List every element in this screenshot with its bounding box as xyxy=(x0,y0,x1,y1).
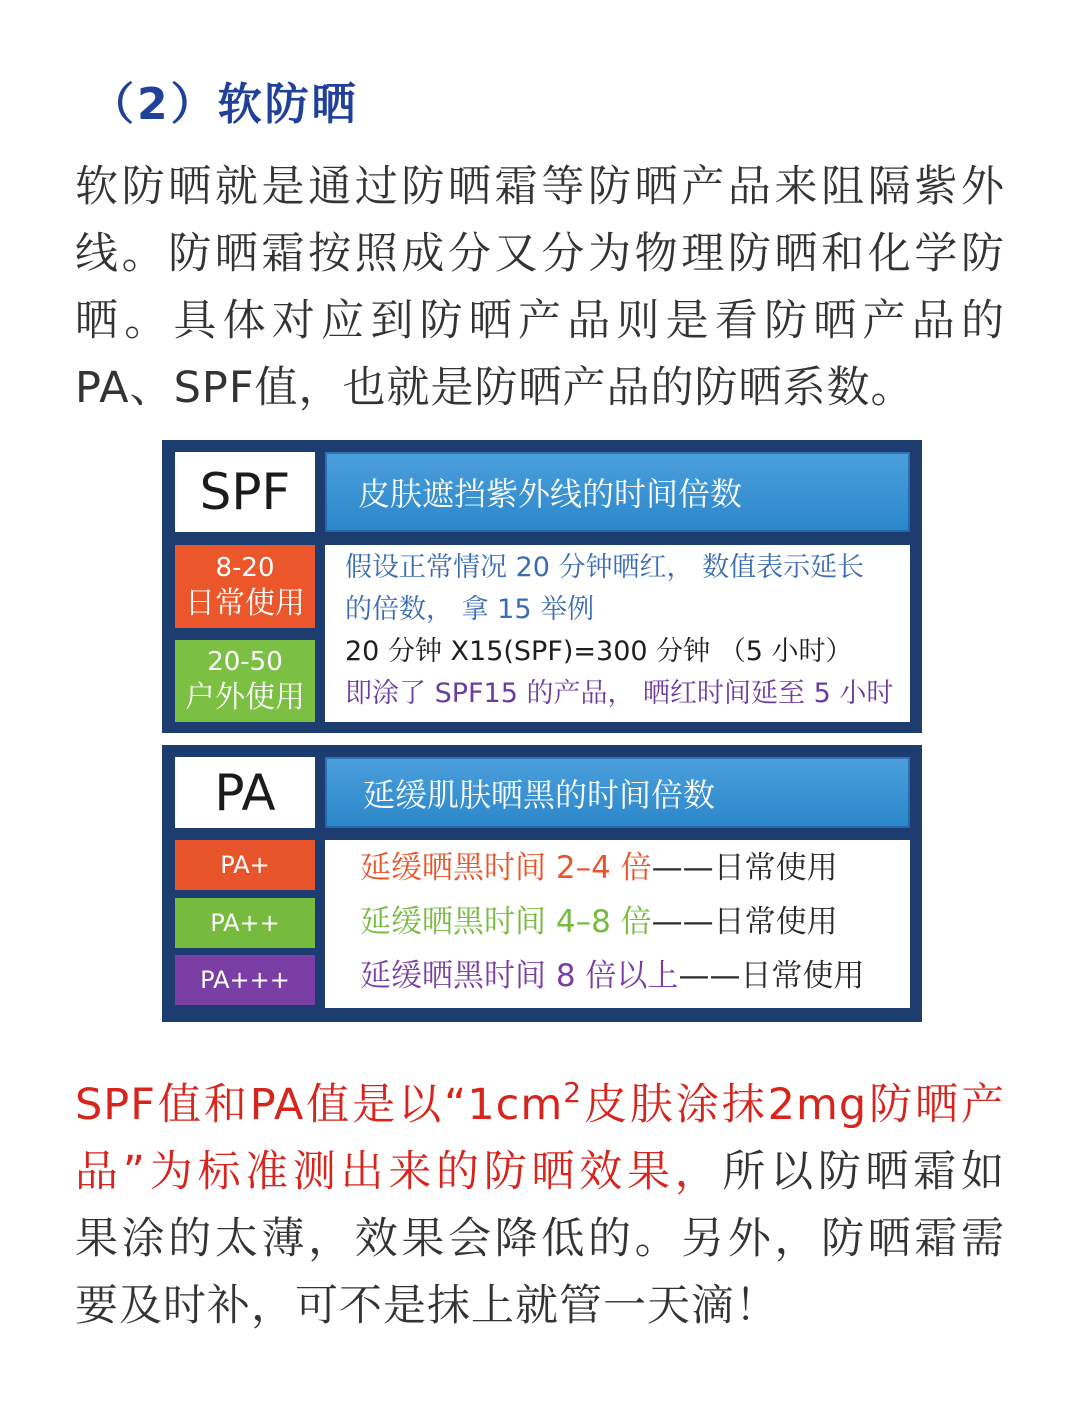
spf-header: 皮肤遮挡紫外线的时间倍数 xyxy=(325,452,910,532)
pa-grade-badge: PA+++ xyxy=(175,955,315,1005)
note-paragraph xyxy=(75,1072,1005,1340)
spf-label: SPF xyxy=(175,452,315,532)
intro-line: 晒。具体对应到防晒产品则是看防晒产品的 xyxy=(75,296,1005,346)
spf-explanation-line: 的倍数， 拿 15 举例 xyxy=(345,594,595,625)
spf-explanation xyxy=(325,545,910,722)
intro-line: 线。防晒霜按照成分又分为物理防晒和化学防 xyxy=(75,229,1005,279)
note-line: 果涂的太薄，效果会降低的。另外，防晒霜需 xyxy=(75,1214,1005,1264)
section-heading: （2）软防晒 xyxy=(90,79,359,130)
pa-grade-badge: PA++ xyxy=(175,898,315,948)
pa-grade-badge: PA+ xyxy=(175,840,315,890)
note-text: SPF值和PA值是以“1cm xyxy=(75,1080,564,1130)
note-line xyxy=(75,1139,1005,1206)
pa-header: 延缓肌肤晒黑的时间倍数 xyxy=(325,757,910,828)
spf-level-daily xyxy=(175,545,315,628)
intro-line: 软防晒就是通过防晒霜等防晒产品来阻隔紫外 xyxy=(75,162,1005,212)
pa-effect: 延缓晒黑时间 4–8 倍 xyxy=(360,904,652,940)
spf-table xyxy=(162,440,922,733)
pa-effect: 延缓晒黑时间 2–4 倍 xyxy=(360,850,652,886)
note-highlight xyxy=(75,1076,1006,1130)
pa-explanation-line xyxy=(360,949,910,1003)
note-text: 皮肤涂抹2mg防晒产 xyxy=(582,1080,1006,1130)
spf-explanation-line: 20 分钟 X15(SPF)=300 分钟 （5 小时） xyxy=(345,636,853,667)
intro-paragraph xyxy=(75,154,1005,422)
spf-range: 20-50 xyxy=(207,647,283,677)
pa-effect: 延缓晒黑时间 8 倍以上 xyxy=(360,958,679,994)
pa-usage: ——日常使用 xyxy=(651,850,838,886)
spf-usage: 日常使用 xyxy=(185,585,305,621)
note-highlight: 品”为标准测出来的防晒效果， xyxy=(75,1147,723,1197)
note-superscript: 2 xyxy=(563,1076,583,1109)
spf-explanation-line: 即涂了 SPF15 的产品， 晒红时间延至 5 小时 xyxy=(345,678,894,709)
spf-range: 8-20 xyxy=(215,552,275,583)
note-line xyxy=(75,1072,1005,1139)
pa-explanation-line xyxy=(360,841,910,895)
pa-label: PA xyxy=(175,757,315,828)
pa-explanation-line xyxy=(360,895,910,949)
spf-explanation-line: 假设正常情况 20 分钟晒红， 数值表示延长 xyxy=(345,552,865,583)
pa-explanation xyxy=(325,840,910,1008)
spf-level-outdoor xyxy=(175,640,315,722)
note-line: 要及时补，可不是抹上就管一天滴！ xyxy=(75,1281,779,1331)
pa-usage: ——日常使用 xyxy=(678,958,865,994)
pa-usage: ——日常使用 xyxy=(651,904,838,940)
intro-line: PA、SPF值，也就是防晒产品的防晒系数。 xyxy=(75,363,915,413)
pa-table xyxy=(162,745,922,1022)
note-text: 所以防晒霜如 xyxy=(722,1147,1006,1197)
spf-usage: 户外使用 xyxy=(185,680,305,715)
